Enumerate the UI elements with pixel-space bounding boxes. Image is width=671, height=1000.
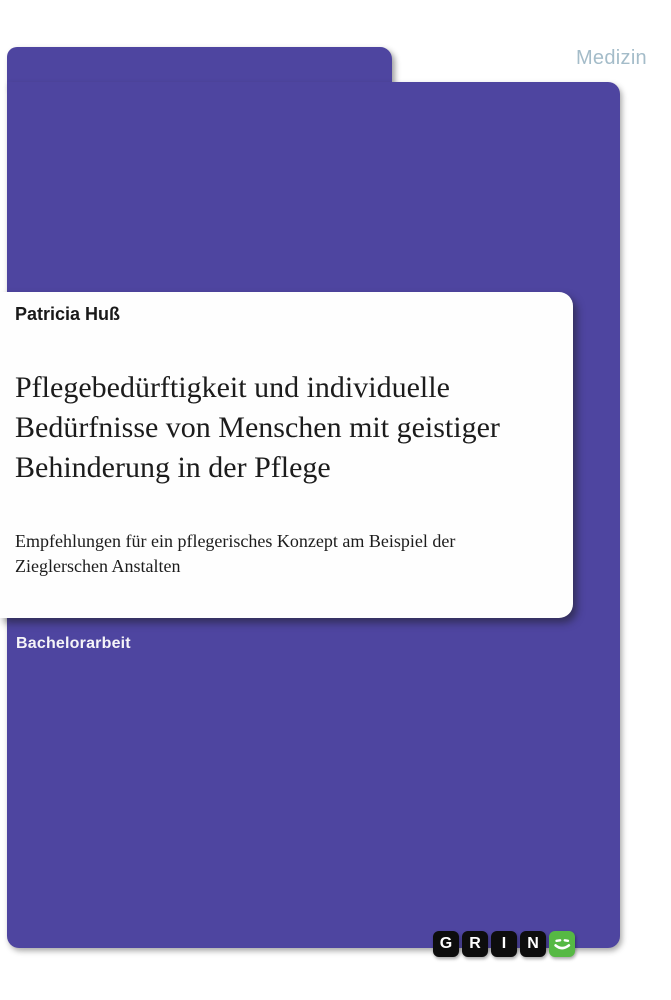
grin-logo-letter-g: G (433, 931, 459, 957)
grin-logo-letter-n: N (520, 931, 546, 957)
grin-logo-letter-i: I (491, 931, 517, 957)
document-type-label: Bachelorarbeit (16, 635, 131, 652)
grin-logo (433, 931, 575, 957)
purple-folder-tab (7, 47, 392, 87)
category-label: Medizin (575, 47, 647, 69)
grin-smiley-icon (549, 931, 575, 957)
grin-logo-letter-r: R (462, 931, 488, 957)
document-subtitle: Empfehlungen für ein pflegerisches Konzept am Beispiel der Zieglerschen Anstalten (15, 531, 456, 576)
title-card (0, 292, 573, 618)
author-name: Patricia Huß (15, 304, 121, 324)
document-title: Pflegebedürftigkeit und individuelle Bedürfnisse von Menschen mit geistiger Behinderung in der Pflege (15, 371, 500, 484)
